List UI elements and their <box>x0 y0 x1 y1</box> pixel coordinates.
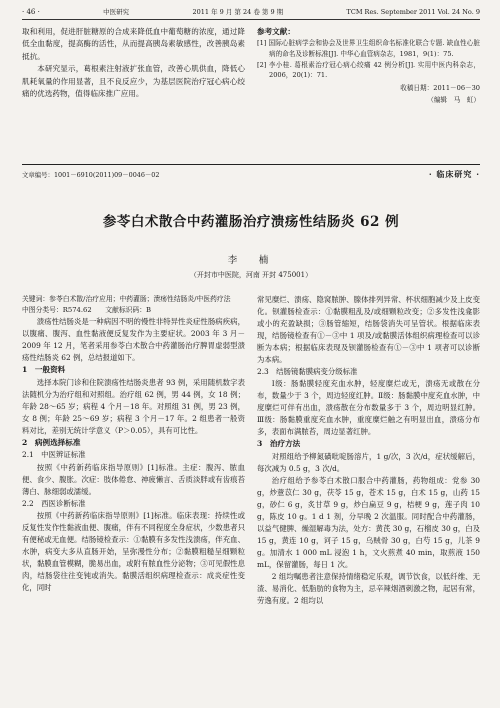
subsection-heading: 2.2 西医诊断标准 <box>22 498 86 508</box>
article-number: 文章编号：1001－6910(2011)09－0046－02 <box>22 171 160 179</box>
section-heading: 1 一般资料 <box>22 365 66 374</box>
editor-credit: （编辑 马 虹） <box>427 96 480 105</box>
section-paragraph: 2 组均嘱患者注意保持情绪稳定乐观，调节饮食，以低纤维、无渣、易消化、低脂肪的食物为主，忌辛辣烟酒刺激之物，起居有常，劳逸有度。2 组均以 <box>257 572 480 605</box>
article-body <box>22 294 480 607</box>
intro-paragraph: 溃疡性结肠炎是一种病因不明的慢性非特异性炎症性肠病疾病，以腹痛、腹泻、血性黏液便反复发作为主要症状。2003 年 3 月－2009 年 12 月，笔者采用参苓白术散合中药灌肠治疗脾胃虚弱型溃疡性结肠炎 62 例，总结报道如下。 <box>22 317 245 362</box>
article-title: 参苓白术散合中药灌肠治疗溃疡性结肠炎 62 例 <box>102 214 400 230</box>
prev-paragraph: 取和利用，促进肝脏糖原的合成来降低血中葡萄糖的浓度，通过降低全血黏度，提高酶的活性，从而提高胰岛素敏感性，改善胰岛素抵抗。 <box>22 27 245 61</box>
page-number: · 46 · <box>22 7 40 16</box>
received-date: 收稿日期：2011－06－30 <box>400 83 480 92</box>
section-heading: 3 治疗方法 <box>257 439 301 449</box>
section-paragraph: 按照《中药新药临床指导原则》[1]标准。主症：腹泻、脓血便、食少、腹胀。次症：肢体倦怠、神疲懒言、舌质淡胖或有齿痕苔薄白、脉细弱或濡缓。 <box>22 462 245 496</box>
keywords: 关键词：参苓白术散/治疗应用；中药灌肠；溃疡性结肠炎/中医药疗法 <box>22 295 231 303</box>
article-right-column <box>257 294 480 607</box>
previous-article-end <box>22 26 480 160</box>
previous-article-left-column <box>22 26 245 160</box>
classification-number: 中图分类号：R574.62 文献标识码：B <box>22 306 152 314</box>
previous-article-right-column <box>257 26 480 160</box>
references-list <box>257 38 480 80</box>
subsection-heading: 2.1 中医辨证标准 <box>22 450 86 460</box>
article-author: 李 楠 <box>227 255 275 266</box>
journal-name-cn: 中医研究 <box>103 8 130 16</box>
references-title: 参考文献： <box>257 27 295 36</box>
journal-name-en: TCM Res. September 2011 Vol. 24 No. 9 <box>346 7 480 16</box>
article-info-bar <box>22 164 480 180</box>
section-paragraph: 常见糜烂、溃疡、隐窝脓肿、腺体排列异常、杯状细胞减少及上皮变化。钡灌肠检查示：①黏膜粗乱及/或细颗粒改变；②多发性浅龛影或小的充盈缺损；③肠管缩短，结肠袋消失可呈管状。根据临床表现，结肠镜检查有①－③中 1 项及/或黏膜活体组织病理检查可以诊断为本病；根据临床表现及钡灌肠检查有①－③中 1 项者可以诊断为本病。 <box>257 295 480 364</box>
issue-cn: 2011 年 9 月 第 24 卷 第 9 期 <box>192 8 284 16</box>
article-left-column <box>22 294 245 607</box>
section-paragraph: 治疗组给予参苓白术散口服合中药灌肠，药物组成：党参 30 g，炒薏苡仁 30 g，茯苓 15 g，苍术 15 g，白术 15 g，山药 15 g，砂仁 6 g，炙甘草 9 g，炒白扁豆 9 g，桔梗 9 g，莲子肉 10 g，陈皮 10 g。1 d 1 剂，分早晚 2 次温服。同时配合中药灌肠，以益气健脾、燥湿解毒为法，处方：黄芪 30 g，石榴皮 30 g，白及 15 g，黄连 10 g，诃子 15 g，乌贼骨 30 g，白芍 15 g，儿茶 9 g。加清水 1 000 mL 浸泡 1 h，文火煎煮 40 min，取煎液 150 mL，保留灌肠，每日 1 次。 <box>257 476 480 569</box>
section-paragraph: 选择本院门诊和住院溃疡性结肠炎患者 93 例，采用随机数字表法随机分为治疗组和对照组。治疗组 62 例，男 44 例，女 18 例；年龄 28～65 岁；病程 4 个月－18 年。对照组 31 例，男 23 例，女 8 例；年龄 25～69 岁；病程 3 个月－17 年。2 组患者一般资料对比，差别无统计学意义（P＞0.05），具有可比性。 <box>22 377 245 435</box>
prev-paragraph: 本研究显示，葛根素注射液扩张血管，改善心肌供血，降低心肌耗氧量的作用显著，且不良反应少，为基层医院治疗冠心病心绞痛的优选药物，值得临床推广应用。 <box>22 64 245 99</box>
reference-item: [1] 国际心脏病学会和协会及世界卫生组织命名标准化联合专题. 缺血性心脏病的命名及诊断标准[J]. 中华心血管病杂志，1981，9(1)：75. <box>257 39 480 58</box>
column-label: · 临床研究 · <box>428 169 480 179</box>
section-paragraph: Ⅰ级：肠黏膜轻度充血水肿，轻度糜烂或无，溃疡无或散在分布，数量少于 3 个，周边轻度红肿。Ⅱ级：肠黏膜中度充血水肿，中度糜烂可伴有出血，溃疡散在分布数量多于 3 个，周边明显红肿。Ⅲ级：肠黏膜重度充血水肿，重度糜烂触之有明显出血，溃疡分布多，表面布满脓苔，周边显著红肿。 <box>257 379 480 437</box>
running-header <box>22 6 480 20</box>
author-affiliation: （开封市中医院，河南 开封 475001） <box>189 271 313 279</box>
section-heading: 2 病例选择标准 <box>22 437 81 447</box>
section-paragraph: 对照组给予柳氮磺吡啶肠溶片，1 g/次，3 次/d，症状缓解后，每次减为 0.5 g，3 次/d。 <box>257 452 480 473</box>
subsection-heading: 2.3 结肠镜黏膜病变分级标准 <box>257 367 358 376</box>
section-paragraph: 按照《中药新药临床指导原则》[1]标准。临床表现：持续性或反复性发作性黏液血便、腹痛，伴有不同程度全身症状，少数患者只有便秘或无血便。结肠镜检查示：①黏膜有多发性浅溃疡，伴充血、水肿，病变大多从直肠开始，呈弥漫性分布；②黏膜粗糙呈细颗粒状，黏膜血管模糊，脆易出血，或附有脓血性分泌物；③可见假性息肉，结肠袋往往变钝或消失。黏膜活组织病理检查示：成炎症性变化，同时 <box>22 511 245 592</box>
reference-item: [2] 李小桂. 葛根素治疗冠心病心绞痛 42 例分析[J]. 实用中医内科杂志，2006，20(1)：71. <box>257 60 480 80</box>
